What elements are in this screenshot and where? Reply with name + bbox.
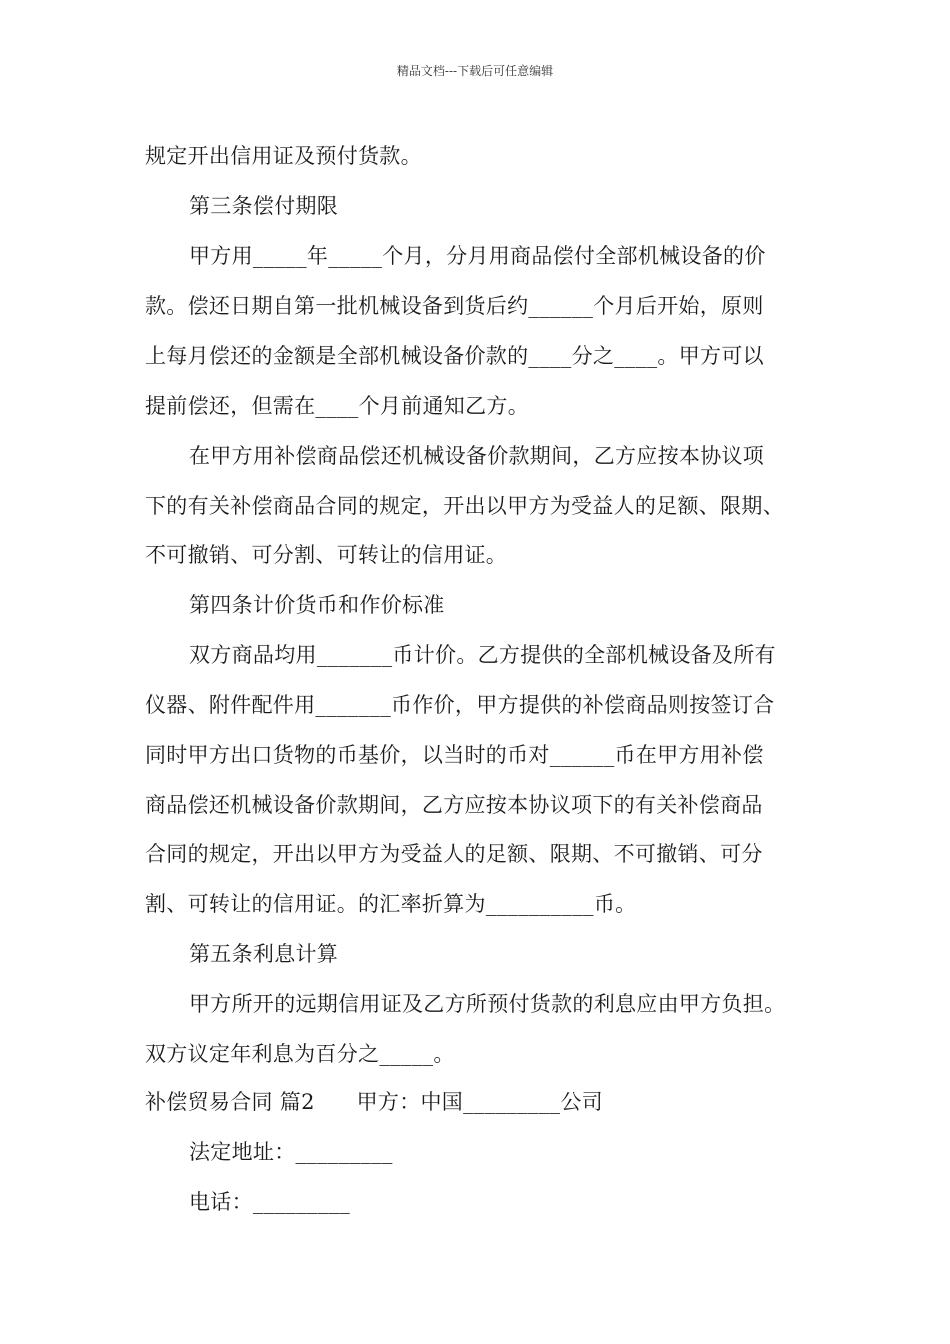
- text-segment: 币作价，甲方提供的补偿商品则按签订合: [391, 693, 775, 717]
- text-segment: 个月，分月用商品偿付全部机械设备的价: [382, 244, 766, 268]
- blank-field: ______: [528, 294, 594, 318]
- blank-field: ______: [549, 743, 615, 767]
- text-line: [145, 789, 763, 819]
- blank-field: ____: [528, 344, 572, 368]
- text-segment: 公司: [560, 1090, 603, 1114]
- text-line: [145, 1038, 455, 1068]
- text-segment: 款。偿还日期自第一批机械设备到货后约: [145, 294, 529, 318]
- page-header: 精品文档---下载后可任意编辑: [396, 64, 554, 78]
- text-line: [189, 440, 764, 470]
- text-line: [145, 689, 774, 719]
- text-line: [145, 290, 764, 320]
- blank-field: __________: [485, 892, 594, 916]
- blank-field: _____: [379, 1042, 434, 1066]
- text-segment: 上每月偿还的金额是全部机械设备价款的: [145, 344, 529, 368]
- text-segment: 仪器、附件配件用: [145, 693, 316, 717]
- text-segment: 第五条利息计算: [189, 942, 339, 966]
- address-line: [189, 1136, 393, 1166]
- blank-field: _______: [316, 643, 393, 667]
- text-segment: 补偿贸易合同 篇2: [145, 1090, 315, 1114]
- text-segment: 第四条计价货币和作价标准: [189, 593, 445, 617]
- text-segment: 合同的规定，开出以甲方为受益人的足额、限期、不可撤销、可分: [145, 842, 763, 866]
- text-segment: 同时甲方出口货物的币基价，以当时的币对: [145, 743, 550, 767]
- section-heading-5: [189, 938, 338, 968]
- blank-field: _________: [463, 1090, 561, 1114]
- text-line: [189, 240, 766, 270]
- text-segment: 割、可转让的信用证。的汇率折算为: [145, 892, 486, 916]
- text-segment: 甲方用: [189, 244, 253, 268]
- text-segment: 甲方所开的远期信用证及乙方所预付货款的利息应由甲方负担。: [189, 992, 786, 1016]
- text-segment: 下的有关补偿商品合同的规定，开出以甲方为受益人的足额、限期、: [145, 494, 784, 518]
- text-segment: 币在甲方用补偿: [614, 743, 764, 767]
- text-line: [145, 490, 784, 520]
- text-segment: 第三条偿付期限: [189, 194, 339, 218]
- section-heading-3: [189, 190, 338, 220]
- contract-title-line: [145, 1086, 603, 1116]
- text-segment: 不可撤销、可分割、可转让的信用证。: [145, 543, 508, 567]
- text-segment: 币。: [593, 892, 637, 916]
- text-segment: 电话：: [189, 1190, 253, 1214]
- text-segment: 双方商品均用: [189, 643, 317, 667]
- blank-field: _____: [252, 244, 307, 268]
- blank-field: _________: [295, 1140, 393, 1164]
- text-line: [145, 140, 422, 170]
- text-segment: 。甲方可以: [657, 344, 764, 368]
- text-line: [145, 340, 764, 370]
- blank-field: _______: [315, 693, 392, 717]
- text-line: [145, 390, 529, 420]
- text-segment: 甲方：中国: [314, 1090, 464, 1114]
- text-line: [189, 639, 776, 669]
- text-segment: 法定地址：: [189, 1140, 296, 1164]
- text-segment: 双方议定年利息为百分之: [145, 1042, 380, 1066]
- text-segment: 商品偿还机械设备价款期间，乙方应按本协议项下的有关补偿商品: [145, 793, 763, 817]
- blank-field: ____: [614, 344, 658, 368]
- text-line: [145, 838, 763, 868]
- text-segment: 年: [306, 244, 329, 268]
- text-segment: 提前偿还，但需在: [145, 394, 316, 418]
- text-line: [145, 539, 507, 569]
- text-segment: 个月后开始，原则: [593, 294, 764, 318]
- phone-line: [189, 1186, 350, 1216]
- text-segment: 个月前通知乙方。: [358, 394, 530, 418]
- blank-field: _________: [252, 1190, 351, 1214]
- text-line: [145, 739, 764, 769]
- blank-field: _____: [328, 244, 383, 268]
- text-line: [145, 888, 636, 918]
- text-segment: 币计价。乙方提供的全部机械设备及所有: [392, 643, 776, 667]
- text-line: [189, 988, 785, 1018]
- text-segment: 规定开出信用证及预付货款。: [145, 144, 422, 168]
- text-segment: 在甲方用补偿商品偿还机械设备价款期间，乙方应按本协议项: [189, 444, 765, 468]
- blank-field: ____: [315, 394, 359, 418]
- section-heading-4: [189, 589, 445, 619]
- text-segment: 。: [433, 1042, 455, 1066]
- text-segment: 分之: [571, 344, 615, 368]
